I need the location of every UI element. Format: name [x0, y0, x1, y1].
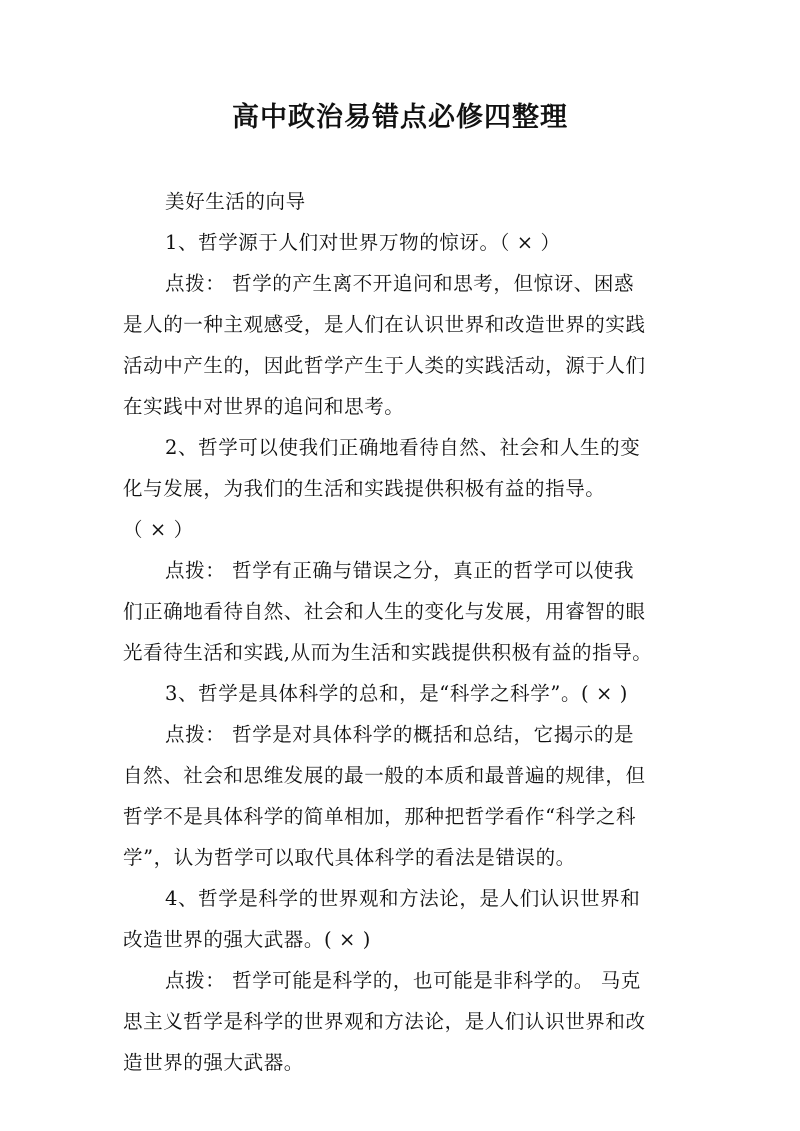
explanation-2-line: 们正确地看待自然、社会和人生的变化与发展，用睿智的眼: [123, 600, 646, 623]
question-3: 3、哲学是具体科学的总和，是“科学之科学”。( × ): [165, 682, 628, 705]
explanation-2-line: 点拨： 哲学有正确与错误之分，真正的哲学可以使我: [165, 559, 635, 582]
question-2: 2、哲学可以使我们正确地看待自然、社会和人生的变: [165, 436, 641, 459]
explanation-1-line: 点拨： 哲学的产生离不开追问和思考，但惊讶、困惑: [165, 272, 635, 295]
section-heading: 美好生活的向导: [165, 190, 306, 213]
explanation-3-line: 自然、社会和思维发展的最一般的本质和最普遍的规律，但: [123, 764, 646, 787]
explanation-4-line: 思主义哲学是科学的世界观和方法论，是人们认识世界和改: [123, 1010, 646, 1033]
explanation-1-line: 活动中产生的，因此哲学产生于人类的实践活动，源于人们: [123, 354, 646, 377]
explanation-3-line: 点拨： 哲学是对具体科学的概括和总结，它揭示的是: [165, 723, 635, 746]
explanation-3-line: 哲学不是具体科学的简单相加，那种把哲学看作“科学之科: [123, 805, 637, 828]
document-title: 高中政治易错点必修四整理: [232, 102, 568, 133]
explanation-4-line: 点拨： 哲学可能是科学的，也可能是非科学的。 马克: [165, 969, 641, 992]
explanation-3-line: 学”，认为哲学可以取代具体科学的看法是错误的。: [123, 846, 576, 869]
explanation-2-line: 光看待生活和实践,从而为生活和实践提供积极有益的指导。: [123, 641, 653, 664]
explanation-1-line: 是人的一种主观感受，是人们在认识世界和改造世界的实践: [123, 313, 646, 336]
question-2-line: 化与发展，为我们的生活和实践提供积极有益的指导。: [123, 477, 606, 500]
explanation-4-line: 造世界的强大武器。: [123, 1051, 304, 1074]
question-1: 1、哲学源于人们对世界万物的惊讶。（ × ）: [165, 231, 561, 254]
question-4-line: 改造世界的强大武器。( × ): [123, 928, 371, 951]
question-2-answer: （ × ）: [123, 518, 194, 541]
explanation-1-line: 在实践中对世界的追问和思考。: [123, 395, 405, 418]
question-4: 4、哲学是科学的世界观和方法论，是人们认识世界和: [165, 887, 641, 910]
